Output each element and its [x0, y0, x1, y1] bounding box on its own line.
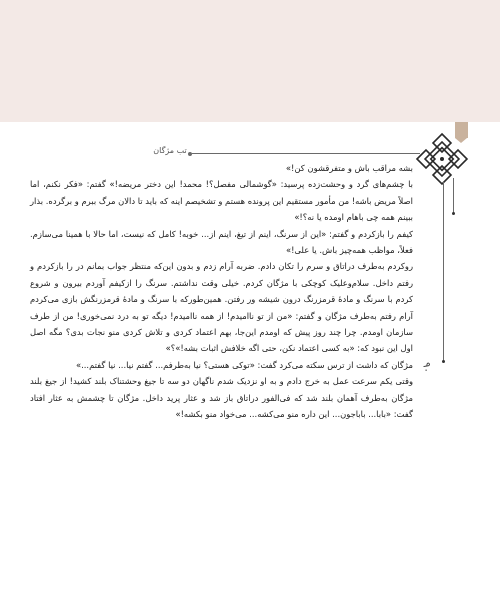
top-margin-band [0, 0, 500, 122]
header-rule [192, 153, 420, 154]
paragraph: بشه مراقب باش و متفرقشون کن!» [285, 163, 413, 173]
book-page [0, 122, 500, 600]
vertical-rule-short [453, 178, 454, 214]
page-number: ۹۰ [420, 362, 432, 373]
paragraph: وقتی یکم سرعت عمل به خرج دادم و به او نزدیک شدم ناگهان دو سه تا جیغ وحشتناک بلند کشید! از جیغ بلند مژگان به‌طرف آهمان بلند شد که فی‌الفور دراتاق باز شد و عثار پرید داخل. مژگان تا چشمش به عثار افتاد گفت: «بابا... باباجون... این داره منو می‌کشه... می‌خواد منو بکشه!» [30, 376, 413, 420]
vertical-rule-long [443, 182, 444, 362]
rule-end-dot [442, 360, 445, 363]
paragraph: مژگان که داشت از ترس سکته می‌کرد گفت: «توکی هستی؟ نیا به‌طرفم... گفتم نیا... نیا گفتم...» [75, 359, 413, 370]
paragraph: روکردم به‌طرف دراتاق و سرم را تکان دادم. ضربه آرام زدم و بدون این‌که منتظر جواب بمانم در را بازکردم و رفتم داخل. سلام‌وعلیک کوچکی با مژگان کردم. خیلی وقت نداشتم. سرنگ را ازکیفم آوردم بیرون و شروع کردم با سرنگ و مادۀ قرمزرنگ درون شیشه ور رفتن. همین‌طورکه با سرنگ و مادۀ قرمزرنگش بازی می‌کردم آرام رفتم به‌طرف مژگان و گفتم: «من از تو ناامیدم! از همه ناامیدم! دیگه تو به درد نمی‌خوری! من از طرف سازمان اومدم. چرا چند روز پیش که اومدم این‌جا، بهم اعتماد کردی و تلاش کردی منو نجات بدی؟ مگه اصل اول این نبود که: «به کسی اعتماد نکن، حتی اگه خلافش اثبات بشه!»؟» [30, 261, 413, 354]
ornament-knot-icon [413, 130, 471, 188]
rule-end-dot [452, 212, 455, 215]
running-title: تب مژگان [153, 146, 187, 155]
paragraph: کیفم را بازکردم و گفتم: «این از سرنگ، اینم از تیغ، اینم از... خوبه! کامل که نیست، اما حالا با همینا می‌سازم. فعلاً، مواظب همه‌چیز باش. یا علی!» [30, 228, 413, 256]
body-text [30, 160, 413, 423]
paragraph: با چشم‌های گرد و وحشت‌زده پرسید: «گوشمالی مفصل؟! محمد! این دختر مریضه!» گفتم: «فکر نکنم، اما اصلاً مریض باشه! من مأمور مستقیم این پرونده هستم و تشخیصم اینه که باید تا دالان مرگ ببرم و برگرده. بذار ببینم همه چی باهام اومده یا نه؟!» [30, 179, 413, 223]
